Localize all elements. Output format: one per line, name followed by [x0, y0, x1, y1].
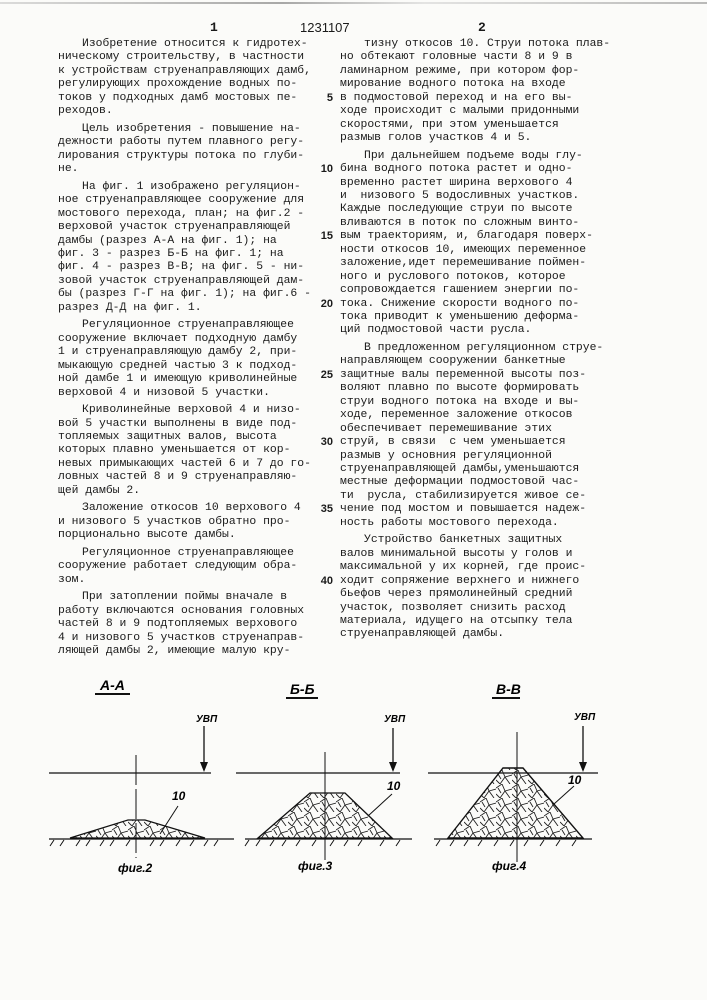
text-line	[58, 333, 313, 346]
text-line	[58, 302, 313, 315]
text-line	[340, 324, 595, 337]
text-line	[340, 602, 595, 615]
line-text: щей дамбы 2.	[58, 485, 140, 497]
patent-number: 1231107	[300, 20, 350, 35]
line-text: На фиг. 1 изображено регуляцион-	[58, 181, 301, 193]
line-text: мостового перехода, план; на фиг.2 -	[58, 208, 304, 220]
line-text: ти русла, стабилизируется живое се-	[340, 490, 586, 502]
water-level-label: УВП	[384, 714, 406, 725]
line-text: бы (разрез Г-Г на фиг. 1); на фиг.6 -	[58, 288, 311, 300]
paragraph	[58, 404, 313, 498]
line-text: Регуляционное струенаправляющее	[58, 319, 294, 331]
text-line	[340, 271, 595, 284]
text-line	[58, 288, 313, 301]
line-text: невых примыкающих частей 6 и 7 до го-	[58, 458, 311, 470]
text-line	[58, 92, 313, 105]
page-number-left: 1	[210, 20, 218, 35]
text-line	[340, 503, 595, 516]
text-line	[340, 217, 595, 230]
text-line	[58, 261, 313, 274]
text-line	[58, 373, 313, 386]
text-line	[340, 177, 595, 190]
slope-label: 10	[387, 779, 401, 793]
slope-label: 10	[172, 789, 186, 803]
paragraph	[58, 38, 313, 119]
text-line	[58, 444, 313, 457]
page-number-right: 2	[478, 20, 486, 35]
text-line	[58, 136, 313, 149]
line-text: ность работы мостового перехода.	[340, 517, 559, 529]
paragraph	[58, 591, 313, 658]
line-number: 15	[313, 230, 333, 243]
line-text: воляют плавно по высоте формировать	[340, 382, 579, 394]
line-text: вой 5 участки выполнены в виде под-	[58, 418, 297, 430]
text-line	[58, 194, 313, 207]
line-text: чение под мостом и повышается надеж-	[340, 503, 586, 515]
cross-section-figures	[0, 670, 707, 890]
text-line	[58, 471, 313, 484]
line-text: скоростями, при этом уменьшается	[340, 119, 559, 131]
text-line	[58, 319, 313, 332]
text-line	[58, 248, 313, 261]
line-text: вливаются в поток по сложным винто-	[340, 217, 579, 229]
text-line	[58, 275, 313, 288]
text-line	[340, 163, 595, 176]
text-line	[340, 534, 595, 547]
text-line	[340, 628, 595, 641]
figure-caption: фиг.4	[492, 859, 527, 873]
text-line	[58, 645, 313, 658]
text-line	[58, 163, 313, 176]
line-text: максимальной у их корней, где проис-	[340, 561, 586, 573]
text-line	[340, 436, 595, 449]
line-text: сооружение работает следующим обра-	[58, 560, 297, 572]
line-text: тока приводит к уменьшению деформа-	[340, 311, 579, 323]
line-text: фиг. 4 - разрез В-В; на фиг. 5 - ни-	[58, 261, 304, 273]
line-number: 35	[313, 503, 333, 516]
line-text: Каждые последующие струи по высоте	[340, 203, 572, 215]
slope-label: 10	[568, 773, 582, 787]
figure-caption: фиг.3	[298, 859, 333, 873]
line-text: обеспечивает перемешивание этих	[340, 423, 552, 435]
line-text: размыв у основния регуляционной	[340, 450, 552, 462]
text-line	[340, 548, 595, 561]
text-line	[340, 588, 595, 601]
text-line	[340, 92, 595, 105]
line-number: 10	[313, 163, 333, 176]
line-text: При дальнейшем подъеме воды глу-	[340, 150, 583, 162]
line-text: верховой 4 и низовой 5 участки.	[58, 387, 270, 399]
water-level-label: УВП	[574, 712, 596, 723]
line-text: ного и руслового потоков, которое	[340, 271, 566, 283]
line-text: тизну откосов 10. Струи потока плав-	[340, 38, 610, 50]
line-text: мыкающую средней частью 3 к подход-	[58, 360, 297, 372]
text-line	[340, 284, 595, 297]
line-text: к устройствам струенаправляющих дамб,	[58, 65, 311, 77]
line-text: и низового 5 участков обратно про-	[58, 516, 290, 528]
text-line	[340, 423, 595, 436]
paragraph	[58, 181, 313, 315]
text-line	[340, 615, 595, 628]
line-text: струенаправляющей дамбы.	[340, 628, 504, 640]
line-text: Заложение откосов 10 верхового 4	[58, 502, 301, 514]
paragraph	[58, 319, 313, 400]
text-line	[58, 346, 313, 359]
line-text: верховой участок струенаправляющей	[58, 221, 290, 233]
paragraph	[340, 150, 595, 338]
text-line	[58, 458, 313, 471]
line-text: реходов.	[58, 105, 113, 117]
line-text: топляемых защитных валов, высота	[58, 431, 277, 443]
text-line	[340, 311, 595, 324]
text-line	[340, 78, 595, 91]
line-text: сооружение включает подходную дамбу	[58, 333, 297, 345]
text-line	[58, 123, 313, 136]
line-number: 5	[313, 92, 333, 105]
text-line	[58, 560, 313, 573]
line-text: ций подмостовой части русла.	[340, 324, 531, 336]
text-line	[58, 632, 313, 645]
scan-edge	[0, 2, 707, 4]
line-text: ной дамбе 1 и имеющую криволинейные	[58, 373, 297, 385]
line-text: струенаправляющей дамбы,уменьшаются	[340, 463, 579, 475]
text-line	[340, 105, 595, 118]
line-text: работу включаются основания головных	[58, 605, 304, 617]
text-line	[340, 298, 595, 311]
text-line	[340, 355, 595, 368]
section-label: В-В	[496, 681, 521, 697]
water-level-label: УВП	[196, 714, 218, 725]
line-text: которых плавно уменьшается от кор-	[58, 444, 290, 456]
line-text: и низового 5 водосливных участков.	[340, 190, 579, 202]
paragraph	[58, 547, 313, 587]
line-text: не.	[58, 163, 79, 175]
text-line	[340, 150, 595, 163]
line-text: ходит сопряжение верхнего и нижнего	[340, 575, 579, 587]
text-line	[340, 203, 595, 216]
line-text: заложение,идет перемешивание поймен-	[340, 257, 586, 269]
text-line	[58, 431, 313, 444]
text-line	[340, 119, 595, 132]
line-text: Цель изобретения - повышение на-	[58, 123, 301, 135]
line-text: ное струенаправляющее сооружение для	[58, 194, 304, 206]
text-line	[340, 342, 595, 355]
text-line	[58, 181, 313, 194]
text-line	[340, 490, 595, 503]
text-line	[58, 51, 313, 64]
figure-2	[49, 677, 234, 875]
text-line	[58, 221, 313, 234]
paragraph	[340, 342, 595, 530]
text-line	[340, 132, 595, 145]
line-text: порционально высоте дамбы.	[58, 529, 236, 541]
figure-4	[428, 681, 598, 873]
line-text: ническому строительству, в частности	[58, 51, 304, 63]
text-line	[58, 360, 313, 373]
figure-3	[236, 681, 412, 873]
line-text: частей 8 и 9 подтопляемых верхового	[58, 618, 297, 630]
line-text: ламинарном режиме, при котором фор-	[340, 65, 579, 77]
line-text: зовой участок струенаправляющей дам-	[58, 275, 304, 287]
line-text: регулирующих прохождение водных по-	[58, 78, 297, 90]
text-line	[340, 517, 595, 530]
line-text: 1 и струенаправляющую дамбу 2, при-	[58, 346, 297, 358]
paragraph	[340, 38, 595, 146]
line-text: разрез Д-Д на фиг. 1.	[58, 302, 202, 314]
section-label: Б-Б	[290, 681, 315, 697]
figure-caption: фиг.2	[118, 861, 153, 875]
line-text: материала, идущего на отсыпку тела	[340, 615, 572, 627]
text-line	[58, 618, 313, 631]
text-line	[340, 476, 595, 489]
line-text: размыв голов участков 4 и 5.	[340, 132, 531, 144]
line-text: Изобретение относится к гидротех-	[58, 38, 308, 50]
text-line	[58, 516, 313, 529]
line-text: струи водного потока на входе и вы-	[340, 396, 579, 408]
line-text: струй, в связи с чем уменьшается	[340, 436, 566, 448]
text-line	[58, 38, 313, 51]
text-line	[58, 574, 313, 587]
line-text: в подмостовой переход и на его вы-	[340, 92, 572, 104]
text-line	[58, 78, 313, 91]
text-line	[58, 235, 313, 248]
line-text: но обтекают головные части 8 и 9 в	[340, 51, 572, 63]
line-text: тока. Снижение скорости водного по-	[340, 298, 579, 310]
paragraph	[58, 123, 313, 177]
line-text: защитные валы переменной высоты поз-	[340, 369, 586, 381]
line-text: местные деформации подмостовой час-	[340, 476, 579, 488]
text-line	[58, 529, 313, 542]
line-text: вым траекториям, и, благодаря поверх-	[340, 230, 593, 242]
section-label: А-А	[99, 677, 125, 693]
text-line	[58, 387, 313, 400]
right-text-column	[340, 38, 595, 646]
line-text: дамбы (разрез А-А на фиг. 1); на	[58, 235, 277, 247]
text-line	[340, 190, 595, 203]
text-line	[340, 230, 595, 243]
line-text: Регуляционное струенаправляющее	[58, 547, 294, 559]
text-line	[340, 244, 595, 257]
line-text: В предложенном регуляционном струе-	[340, 342, 603, 354]
text-line	[340, 575, 595, 588]
line-number: 30	[313, 436, 333, 449]
line-text: Криволинейные верховой 4 и низо-	[58, 404, 301, 416]
text-line	[58, 418, 313, 431]
line-text: токов у подходных дамб мостовых пе-	[58, 92, 297, 104]
line-number: 20	[313, 298, 333, 311]
line-text: Устройство банкетных защитных	[340, 534, 562, 546]
line-text: участок, позволяет снизить расход	[340, 602, 566, 614]
text-line	[58, 208, 313, 221]
text-line	[58, 605, 313, 618]
text-line	[58, 105, 313, 118]
text-line	[340, 65, 595, 78]
text-line	[58, 65, 313, 78]
line-text: ности откосов 10, имеющих переменное	[340, 244, 586, 256]
paragraph	[340, 534, 595, 642]
line-text: направляющем сооружении банкетные	[340, 355, 566, 367]
line-text: сопровождается гашением энергии по-	[340, 284, 579, 296]
text-line	[340, 561, 595, 574]
line-text: ходе, переменное заложение откосов	[340, 409, 572, 421]
line-number: 40	[313, 575, 333, 588]
text-line	[58, 591, 313, 604]
text-line	[340, 409, 595, 422]
text-line	[340, 38, 595, 51]
line-text: бина водного потока растет и одно-	[340, 163, 572, 175]
line-text: бьефов через прямолинейный средний	[340, 588, 572, 600]
text-line	[340, 51, 595, 64]
line-text: мирование водного потока на входе	[340, 78, 566, 90]
line-text: ловных частей 8 и 9 струенаправляю-	[58, 471, 297, 483]
text-line	[340, 396, 595, 409]
text-line	[340, 369, 595, 382]
left-text-column	[58, 38, 313, 663]
line-text: зом.	[58, 574, 85, 586]
line-text: валов минимальной высоты у голов и	[340, 548, 572, 560]
line-text: дежности работы путем плавного регу-	[58, 136, 304, 148]
line-text: фиг. 3 - разрез Б-Б на фиг. 1; на	[58, 248, 284, 260]
line-text: лирования структуры потока по глуби-	[58, 150, 304, 162]
text-line	[340, 382, 595, 395]
line-text: 4 и низового 5 участков струенаправ-	[58, 632, 304, 644]
line-number: 25	[313, 369, 333, 382]
paragraph	[58, 502, 313, 542]
text-line	[340, 463, 595, 476]
text-line	[58, 547, 313, 560]
text-line	[58, 485, 313, 498]
text-line	[58, 404, 313, 417]
text-line	[58, 150, 313, 163]
text-line	[340, 450, 595, 463]
line-text: ляющей дамбы 2, имеющие малую кру-	[58, 645, 290, 657]
line-text: ходе происходит с малыми придонными	[340, 105, 579, 117]
text-line	[58, 502, 313, 515]
text-line	[340, 257, 595, 270]
line-text: временно растет ширина верхового 4	[340, 177, 572, 189]
line-text: При затоплении поймы вначале в	[58, 591, 287, 603]
